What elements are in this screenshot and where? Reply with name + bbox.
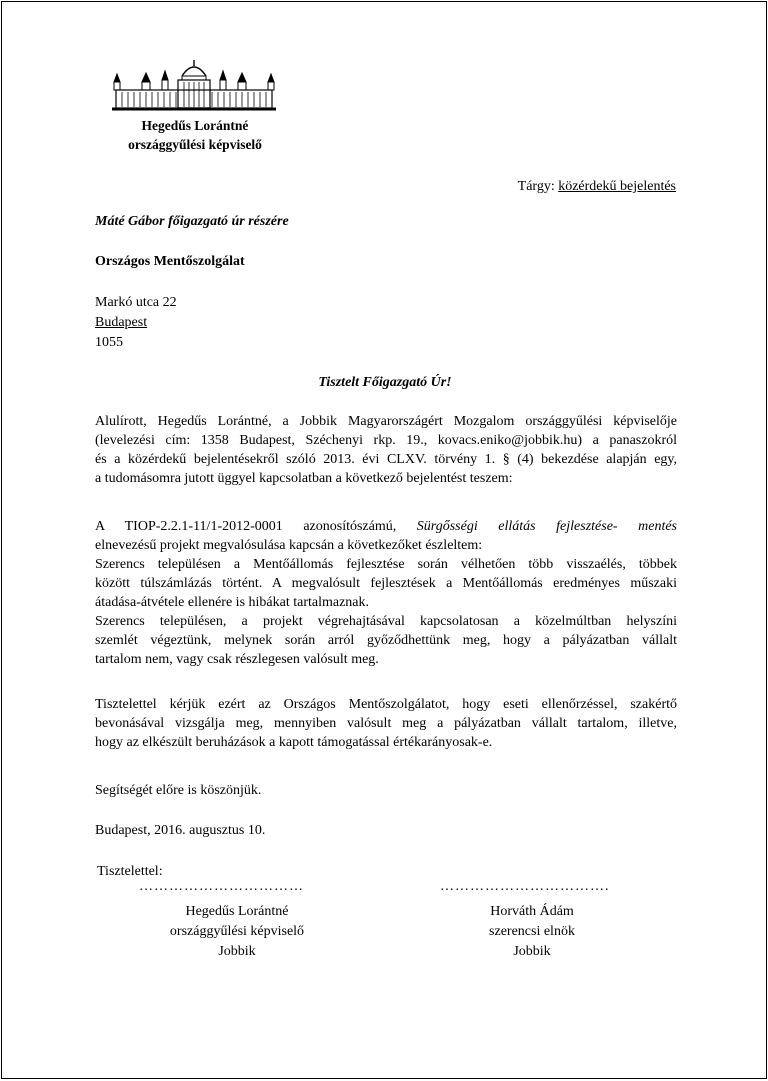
- paragraph-line: Tisztelettel kérjük ezért az Országos Mentőszolgálatot, hogy eseti ellenőrzéssel, szakértő: [95, 697, 677, 712]
- thanks-line: Segítségét előre is köszönjük.: [95, 783, 262, 798]
- header-name: Hegedűs Lorántné: [141, 118, 249, 133]
- addressee-city: Budapest: [95, 315, 148, 330]
- header-title: országgyűlési képviselő: [128, 137, 262, 152]
- paragraph-findings: [95, 517, 677, 669]
- subject-value: közérdekű bejelentés: [558, 179, 676, 194]
- signer-name: Horváth Ádám: [490, 904, 574, 919]
- signature-line-left: ……………………………: [139, 879, 304, 894]
- letter-page: [1, 1, 767, 1079]
- signer-role: országgyűlési képviselő: [169, 924, 305, 939]
- paragraph-line: bevonásával vizsgálja meg, mennyiben valósult meg a pályázatban vállalt tartalom, illetve,: [95, 716, 677, 731]
- addressee-zip: 1055: [95, 335, 123, 350]
- project-id-text: A TIOP-2.2.1-11/1-2012-0001 azonosítószámú,: [95, 519, 397, 534]
- paragraph-line: a tudomásomra jutott üggyel kapcsolatban a következő bejelentést teszem:: [95, 471, 513, 486]
- paragraph-line: Szerencs településen, a projekt végrehajtásával kapcsolatosan a közelmúltban helyszíni: [95, 614, 677, 629]
- subject-label: Tárgy:: [517, 179, 555, 194]
- paragraph-request: [95, 695, 677, 752]
- closing-line: Tisztelettel:: [97, 864, 163, 879]
- paragraph-line: és a közérdekű bejelentésekről szóló 2013. évi CLXV. törvény 1. § (4) bekezdése alapján egy,: [95, 452, 677, 467]
- signer-name: Hegedűs Lorántné: [185, 904, 289, 919]
- paragraph-line: hogy az elkészült beruházások a kapott támogatással értékarányosak-e.: [95, 735, 493, 750]
- paragraph-line: (levelezési cím: 1358 Budapest, Széchenyi rkp. 19., kovacs.eniko@jobbik.hu) a panaszokról: [95, 433, 677, 448]
- signature-line-right: …………………………….: [440, 879, 610, 894]
- project-name-text: Sürgősségi ellátás fejlesztése- mentés: [416, 519, 678, 534]
- salutation: Tisztelt Főigazgató Úr!: [318, 375, 452, 390]
- signature-block-left: [137, 902, 337, 962]
- paragraph-line: Alulírott, Hegedűs Lorántné, a Jobbik Magyarországért Mozgalom országgyűlési képviselője: [95, 414, 677, 429]
- paragraph-line: tartalom nem, vagy csak részlegesen valósult meg.: [95, 652, 379, 667]
- addressee-street: Markó utca 22: [95, 295, 177, 310]
- date-line: Budapest, 2016. augusztus 10.: [95, 823, 266, 838]
- paragraph-line: szemlét végeztünk, melynek során arról győződhettünk meg, hogy a pályázatban vállalt: [95, 633, 677, 648]
- signer-party: Jobbik: [218, 944, 256, 959]
- paragraph-line: átadása-átvétele ellenére is hibákat tartalmaznak.: [95, 595, 370, 610]
- paragraph-line: [95, 517, 677, 536]
- paragraph-intro: [95, 412, 677, 488]
- subject-line: [518, 178, 676, 195]
- paragraph-line: között túlszámlázás történt. A megvalósult fejlesztések a Mentőállomás eredményes műszaki: [95, 576, 677, 591]
- signer-party: Jobbik: [513, 944, 551, 959]
- paragraph-line: Szerencs településen a Mentőállomás fejlesztése során vélhetően több visszaélés, többek: [95, 557, 677, 572]
- parliament-logo-icon: [112, 60, 276, 112]
- signature-block-right: [432, 902, 632, 962]
- addressee-org: Országos Mentőszolgálat: [95, 254, 245, 269]
- paragraph-line: elnevezésű projekt megvalósulása kapcsán a következőket észleltem:: [95, 538, 483, 553]
- addressee-person: Máté Gábor főigazgató úr részére: [95, 214, 289, 229]
- signer-role: szerencsi elnök: [489, 924, 575, 939]
